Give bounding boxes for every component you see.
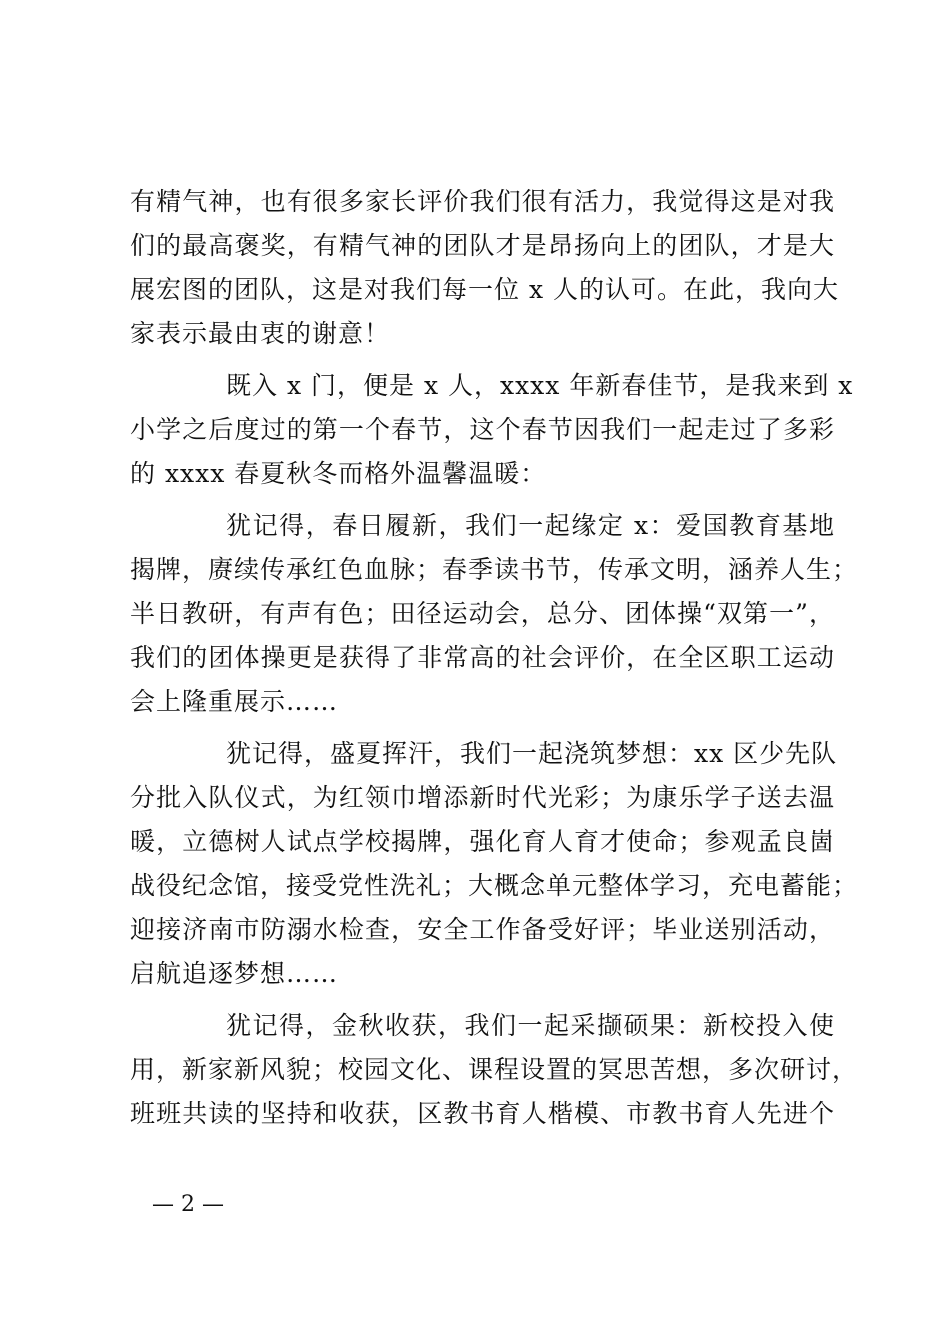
text-line: 暖，立德树人试点学校揭牌，强化育人育才使命；参观孟良崮 <box>130 827 835 856</box>
text-line: 小学之后度过的第一个春节，这个春节因我们一起走过了多彩 <box>130 415 835 444</box>
text-line: 启航追逐梦想…… <box>130 959 339 988</box>
text-line: 战役纪念馆，接受党性洗礼；大概念单元整体学习，充电蓄能； <box>130 871 859 900</box>
text-line: 家表示最由衷的谢意！ <box>130 319 391 348</box>
text-line: 展宏图的团队，这是对我们每一位 x 人的认可。在此，我向大 <box>130 275 839 304</box>
page-number: — 2 — <box>152 1192 224 1217</box>
text-line: 会上隆重展示…… <box>130 687 339 716</box>
text-line: 犹记得，盛夏挥汗，我们一起浇筑梦想：xx 区少先队 <box>226 739 838 768</box>
text-line: 揭牌，赓续传承红色血脉；春季读书节，传承文明，涵养人生； <box>130 555 859 584</box>
paragraph-1 <box>130 180 839 356</box>
body-text <box>130 180 859 1144</box>
text-line: 分批入队仪式，为红领巾增添新时代光彩；为康乐学子送去温 <box>130 783 835 812</box>
text-line: 既入 x 门，便是 x 人，xxxx 年新春佳节，是我来到 x <box>226 371 854 400</box>
text-line: 班班共读的坚持和收获，区教书育人楷模、市教书育人先进个 <box>130 1099 835 1128</box>
paragraph-5 <box>130 1004 859 1136</box>
paragraph-3 <box>130 504 859 724</box>
text-line: 犹记得，春日履新，我们一起缘定 x：爱国教育基地 <box>226 511 835 540</box>
text-line: 半日教研，有声有色；田径运动会，总分、团体操“双第一”， <box>130 599 835 628</box>
text-line: 的 xxxx 春夏秋冬而格外温馨温暖： <box>130 459 547 488</box>
text-line: 犹记得，金秋收获，我们一起采撷硕果：新校投入使 <box>226 1011 835 1040</box>
text-line: 迎接济南市防溺水检查，安全工作备受好评；毕业送别活动， <box>130 915 835 944</box>
text-line: 用，新家新风貌；校园文化、课程设置的冥思苦想，多次研讨， <box>130 1055 859 1084</box>
paragraph-4 <box>130 732 859 996</box>
text-line: 我们的团体操更是获得了非常高的社会评价，在全区职工运动 <box>130 643 835 672</box>
paragraph-2 <box>130 364 854 496</box>
text-line: 们的最高褒奖，有精气神的团队才是昂扬向上的团队，才是大 <box>130 231 835 260</box>
text-line: 有精气神，也有很多家长评价我们很有活力，我觉得这是对我 <box>130 187 835 216</box>
